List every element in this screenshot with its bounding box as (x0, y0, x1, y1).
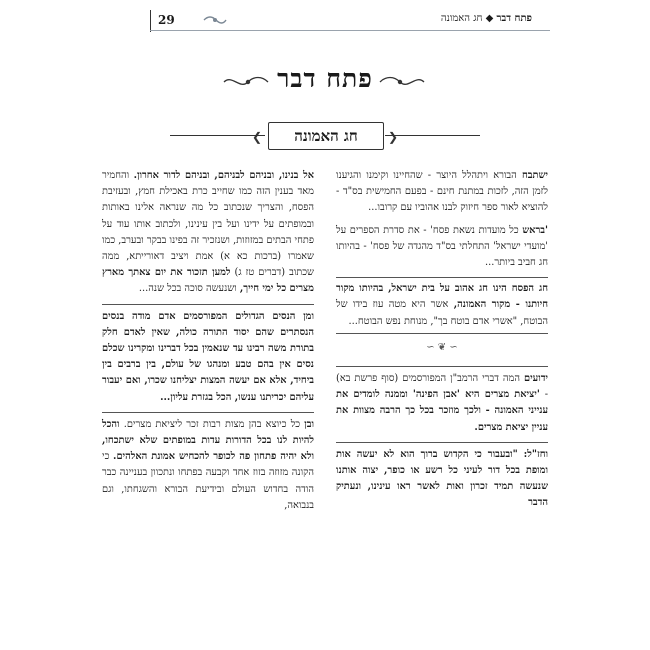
paragraph (336, 447, 548, 512)
running-title: פתח דבר (496, 13, 532, 24)
paragraph-lead: אל בנינו, ובניהם לבניהם, ובניהם לדור אחרון. (133, 170, 314, 181)
paragraph-lead: ידועים (523, 373, 548, 385)
running-header (441, 13, 532, 24)
header-ornament-icon (202, 14, 228, 26)
paragraph (336, 371, 548, 436)
section-subtitle: חג האמונה (268, 122, 384, 150)
paragraph-text: ושנעשה סוכה בכל שנה... (138, 283, 237, 295)
paragraph-text: המה דברי הרמב"ן המפורסמים (סוף פרשת בא) - (336, 373, 548, 401)
paragraph (102, 417, 314, 514)
paragraph-emphasis: והכל להיות לנו בכל הדורות עדות במופתים שלא ישתכחו, ולא יהיה פתחון פה לכופר להכחיש אמונת האלהים. (102, 418, 314, 463)
subtitle-rule-right (385, 135, 480, 136)
highlight-box (336, 277, 548, 334)
paragraph-lead: ובן (304, 418, 314, 430)
paragraph-emphasis: ומן הנסים הגדולים המפורסמים אדם מודה בנסים הנסתרים שהם יסוד התורה כולה, שאין לאדם חלק בתורת משה רבינו עד שנאמין בכל דברינו ומקרינו שכלם נסים אין בהם טבע ומנהגו של עולם, בין ברבים בין ביחיד, אלא אם יעשה המצות יצליחנו שכרו, ואם יעבור עליהם יכריתנו ענשו, הכל בגזרת עליון... (102, 310, 314, 403)
subtitle-ornament-right-icon: ❯ (388, 130, 399, 144)
paragraph-lead: 'בראש (522, 224, 548, 236)
paragraph (336, 223, 548, 272)
header-divider (150, 10, 151, 32)
paragraph-text: כי הקונה מזוזה בזוז אחד וקבעה בפתחו ונתכוון בעניינה כבר הודה בחדוש העולם ובידיעת הבורא והשגחתו, וגם בנבואה, (102, 451, 314, 511)
title-wrapper (0, 64, 650, 94)
paragraph-emphasis: וחז"ל: "ובעבור כי הקדוש ברוך הוא לא יעשה אות ומופת בכל דור לעיני כל רשע או כופר, יצוה אותנו שנעשה תמיד זכרון ואות לאשר ראו עינינו, ונעתיק הדבר (336, 448, 548, 509)
header-rule (150, 30, 550, 31)
left-column (102, 168, 314, 520)
subtitle-ornament-left-icon: ❮ (252, 130, 263, 144)
highlight-lead: חג הפסח הינו חג אהוב על בית ישראל, בהיותו מקור חיותנו - מקור האמונה, (336, 283, 548, 311)
paragraph (102, 309, 314, 406)
header-dot-icon: ◆ (482, 13, 494, 24)
paragraph-text: כל מועדות נשאת פסח' - את סדרת הספרים על 'מועדי ישראל' התחלתי בס"ד מהגדה של פסח' - בהיותו חג חביב ביותר... (336, 224, 548, 269)
paragraph-emphasis: למען תזכור את יום צאתך מארץ מצרים כל ימי חייך, (102, 267, 314, 295)
page-title: פתח דבר (277, 64, 373, 93)
page-number: 29 (158, 13, 175, 27)
right-column (336, 168, 548, 518)
paragraph-text: הבורא ויתהלל היוצר - שהחיינו וקימנו והגיענו לזמן הזה, לזכות במתנת חינם - בפעם החמישית בס"ד - להוציא לאור ספר חיזוק לבנו אהוביו עם קרובו... (336, 170, 548, 214)
paragraph-emphasis: 'יציאת מצרים היא 'אבן הפינה' וממנה לומדים את ענייני האמונה - ולכך מוזכר בכל כך הרבה מצוות את עניין יציאת מצרים. (336, 389, 548, 433)
rule (102, 304, 314, 305)
paragraph-lead: ישתבח (521, 170, 548, 181)
rule (336, 442, 548, 443)
rule (102, 412, 314, 413)
highlight-text: אשר היא מטה עוז בידו של הבוטח, "אשרי אדם בוטח בך", מנוחת נפש הבוטח... (336, 299, 548, 327)
paragraph-text: כל כיוצא בהן מצות רבות זכר ליציאת מצרים. (123, 418, 301, 430)
paragraph (336, 168, 548, 217)
title-ornament-right-icon (378, 74, 426, 90)
paragraph (102, 168, 314, 298)
running-subtitle: חג האמונה (440, 13, 483, 24)
paragraph-text: והחמיר מאד בענין הזה כמו שחייב כרת באכילת חמץ, ובעזיבת הפסח, והצריך שנכתוב כל מה שנראה אלינו באותות ובמופתים על ידינו ועל בין עינינו, ולכתוב אותו עוד על פתחי הבתים במזוזות, ושנזכיר זה בפינו בבקר ובערב, כמו שאמרו (ברכות כא א) אמת ויציב דאורייתא, ממה שכתוב (דברים טז ג) (102, 170, 314, 279)
subtitle-rule-left (170, 135, 265, 136)
section-divider-icon: ∼ ❦ ∼ (426, 341, 458, 353)
rule (336, 366, 548, 367)
